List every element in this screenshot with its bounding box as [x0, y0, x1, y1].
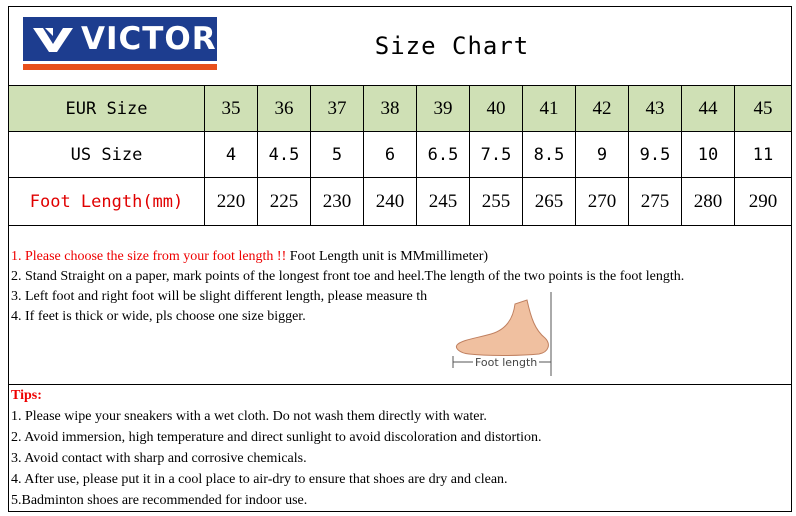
note-line-2: 2. Stand Straight on a paper, mark points of the longest front toe and heel.The length of the two points is the foot length. — [11, 269, 685, 284]
foot-length-row-cell: 225 — [258, 178, 311, 226]
note-line-3: 3. Left foot and right foot will be slight different length, please measure th — [11, 289, 428, 304]
tip-item-2: 2. Avoid immersion, high temperature and direct sunlight to avoid discoloration and distortion. — [11, 430, 542, 445]
victor-logo — [23, 17, 217, 77]
us-size-row-cell: 6 — [364, 132, 417, 178]
us-size-row-label: US Size — [9, 132, 205, 178]
tip-item-1: 1. Please wipe your sneakers with a wet cloth. Do not wash them directly with water. — [11, 409, 487, 424]
tip-item-5: 5.Badminton shoes are recommended for indoor use. — [11, 493, 308, 508]
note-line-1-rest: Foot Length unit is MMmillimeter) — [286, 249, 489, 264]
us-size-row-cell: 10 — [682, 132, 735, 178]
tip-item-3: 3. Avoid contact with sharp and corrosive chemicals. — [11, 451, 307, 466]
logo-orange-bar — [23, 64, 217, 70]
foot-length-row-cell: 280 — [682, 178, 735, 226]
eur-size-row-cell: 35 — [205, 86, 258, 132]
note-line-1-red: 1. Please choose the size from your foot length !! — [11, 249, 287, 264]
logo-box — [23, 17, 217, 61]
us-size-row-cell: 5 — [311, 132, 364, 178]
eur-size-row-cell: 40 — [470, 86, 523, 132]
eur-size-row-cell: 38 — [364, 86, 417, 132]
foot-length-row-label: Foot Length(mm) — [9, 178, 205, 226]
us-size-row-cell: 9 — [576, 132, 629, 178]
notes-section — [9, 247, 791, 385]
eur-size-row-cell: 45 — [735, 86, 791, 132]
eur-size-row-label: EUR Size — [9, 86, 205, 132]
foot-length-row-cell: 290 — [735, 178, 791, 226]
us-size-row-cell: 4.5 — [258, 132, 311, 178]
foot-length-label: Foot length — [475, 356, 538, 369]
tip-item-4: 4. After use, please put it in a cool place to air-dry to ensure that shoes are dry and clean. — [11, 472, 508, 487]
note-line-4: 4. If feet is thick or wide, pls choose one size bigger. — [11, 309, 306, 324]
note-line-1 — [11, 249, 488, 265]
foot-length-row-cell: 245 — [417, 178, 470, 226]
foot-length-row-cell: 255 — [470, 178, 523, 226]
foot-length-row-cell: 270 — [576, 178, 629, 226]
foot-length-row-cell: 240 — [364, 178, 417, 226]
eur-size-row-cell: 41 — [523, 86, 576, 132]
foot-length-row-cell: 220 — [205, 178, 258, 226]
eur-size-row-cell: 42 — [576, 86, 629, 132]
eur-size-row-cell: 43 — [629, 86, 682, 132]
size-chart-sheet — [8, 6, 792, 512]
foot-length-row-cell: 265 — [523, 178, 576, 226]
us-size-row-cell: 9.5 — [629, 132, 682, 178]
foot-length-row-cell: 275 — [629, 178, 682, 226]
eur-size-row-cell: 44 — [682, 86, 735, 132]
tips-section — [9, 385, 791, 511]
brand-wordmark: VICTOR — [81, 21, 217, 57]
us-size-row-cell: 4 — [205, 132, 258, 178]
us-size-row-cell: 11 — [735, 132, 791, 178]
eur-size-row-cell: 36 — [258, 86, 311, 132]
page-title: Size Chart — [374, 32, 530, 60]
victor-v-icon — [31, 24, 75, 54]
foot-length-row-cell: 230 — [311, 178, 364, 226]
us-size-row-cell: 6.5 — [417, 132, 470, 178]
tips-heading: Tips: — [11, 388, 42, 403]
eur-size-row-cell: 39 — [417, 86, 470, 132]
eur-size-row-cell: 37 — [311, 86, 364, 132]
us-size-row-cell: 7.5 — [470, 132, 523, 178]
us-size-row-cell: 8.5 — [523, 132, 576, 178]
foot-illustration — [447, 290, 559, 378]
